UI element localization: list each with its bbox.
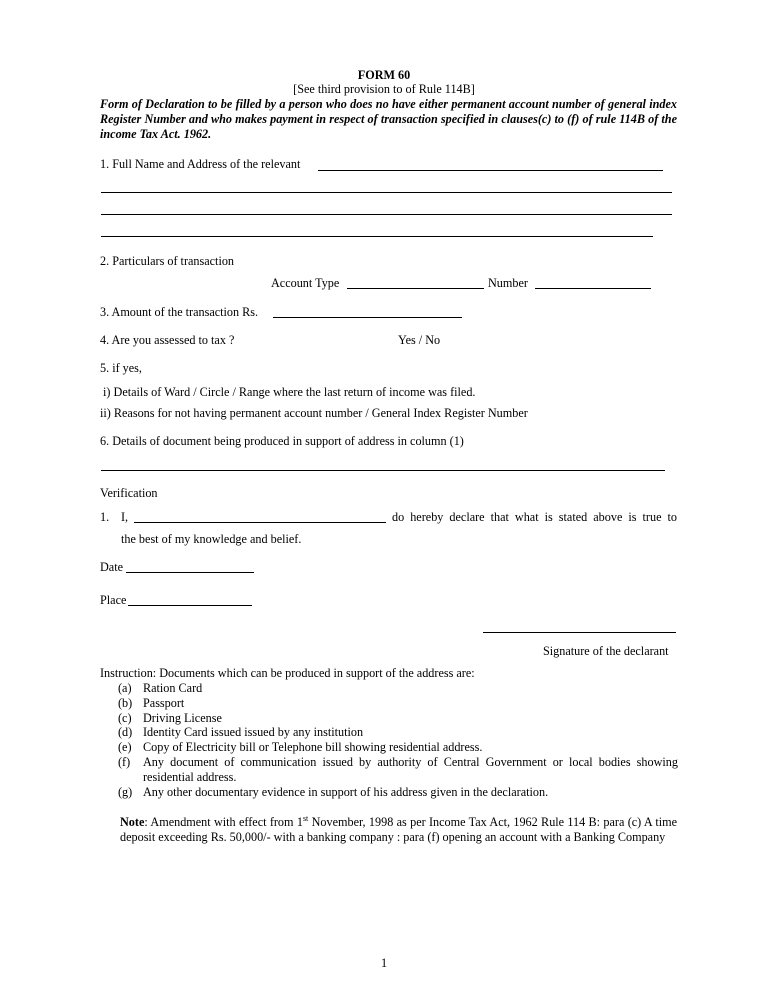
list-item-text: Copy of Electricity bill or Telephone bill showing residential address.: [143, 740, 483, 755]
list-item-text: Identity Card issued issued by any institution: [143, 725, 364, 740]
signature-line[interactable]: [483, 632, 676, 633]
q6-document-line[interactable]: [101, 470, 665, 471]
date-label: Date: [100, 560, 124, 574]
list-item-label: (c): [118, 710, 132, 725]
list-item-text: Driving License: [143, 710, 222, 725]
form-title: FORM 60: [357, 68, 411, 82]
declaration-text-cont: the best of my knowledge and belief.: [121, 532, 302, 546]
list-item-label: (a): [118, 681, 132, 695]
number-label: Number: [488, 276, 528, 290]
list-item: [118, 725, 678, 740]
declarant-name-line[interactable]: [134, 522, 386, 523]
place-label: Place: [100, 593, 127, 607]
list-item: [118, 785, 678, 800]
instruction-heading: Instruction: Documents which can be produced in support of the address are:: [100, 666, 475, 680]
signature-label: Signature of the declarant: [543, 644, 669, 658]
verification-heading: Verification: [100, 486, 158, 500]
q1-address-line-3[interactable]: [101, 236, 653, 237]
list-item: [118, 696, 678, 711]
list-item-label: (b): [118, 695, 133, 710]
q5-label: 5. if yes,: [100, 361, 142, 375]
form-intro: Form of Declaration to be filled by a person who does no have either permanent account number of general index Register Number and who makes payment in respect of transaction specified in clauses(c) to (f) of rule 114B of the income Tax Act. 1962.: [100, 97, 677, 141]
q5-ii-text: ii) Reasons for not having permanent account number / General Index Register Number: [100, 406, 528, 420]
amount-line[interactable]: [273, 317, 462, 318]
note-text-before: : Amendment with effect from 1: [144, 815, 303, 829]
list-item-label: (g): [118, 784, 133, 799]
list-item-label: (d): [118, 725, 133, 740]
list-item-text: Any document of communication issued by authority of Central Government or local bodies showing residential address.: [143, 754, 678, 784]
note-text-after: November, 1998 as per Income Tax Act, 1962 Rule 114 B: para (c) A time deposit exceeding Rs. 50,000/- with a banking company : para (f) opening an account with a Banking Company: [120, 815, 677, 844]
list-item-text: Any other documentary evidence in support of his address given in the declaration.: [143, 784, 549, 799]
verification-i-label: I,: [121, 510, 129, 524]
q6-label: 6. Details of document being produced in support of address in column (1): [100, 434, 464, 448]
q2-label: 2. Particulars of transaction: [100, 254, 235, 268]
list-item-text: Ration Card: [143, 681, 203, 695]
instruction-list: [118, 681, 678, 799]
list-item: [118, 711, 678, 726]
place-line[interactable]: [128, 605, 252, 606]
list-item: [118, 681, 678, 696]
account-type-line[interactable]: [347, 288, 484, 289]
q1-address-line-1[interactable]: [101, 192, 672, 193]
declaration-text: do hereby declare that what is stated above is true to: [392, 510, 677, 524]
date-line[interactable]: [126, 572, 254, 573]
account-type-label: Account Type: [271, 276, 340, 290]
q5-i-text: i) Details of Ward / Circle / Range where the last return of income was filed.: [100, 385, 476, 399]
page-number: 1: [380, 956, 388, 970]
q3-label: 3. Amount of the transaction Rs.: [100, 305, 259, 319]
list-item: [118, 740, 678, 755]
list-item: [118, 755, 678, 785]
amendment-note: [120, 815, 677, 845]
q4-label: 4. Are you assessed to tax ?: [100, 333, 235, 347]
list-item-label: (f): [118, 754, 131, 769]
note-superscript: st: [302, 813, 309, 823]
q1-label: 1. Full Name and Address of the relevant: [100, 157, 301, 171]
list-item-text: Passport: [143, 695, 185, 710]
verification-item-number: 1.: [100, 510, 110, 524]
q1-address-line-2[interactable]: [101, 214, 672, 215]
note-label: Note: [120, 815, 145, 829]
number-line[interactable]: [535, 288, 651, 289]
q1-name-line[interactable]: [318, 170, 663, 171]
list-item-label: (e): [118, 740, 132, 755]
q4-yes-no[interactable]: Yes / No: [398, 333, 441, 347]
form-subtitle: [See third provision to of Rule 114B]: [293, 82, 475, 96]
